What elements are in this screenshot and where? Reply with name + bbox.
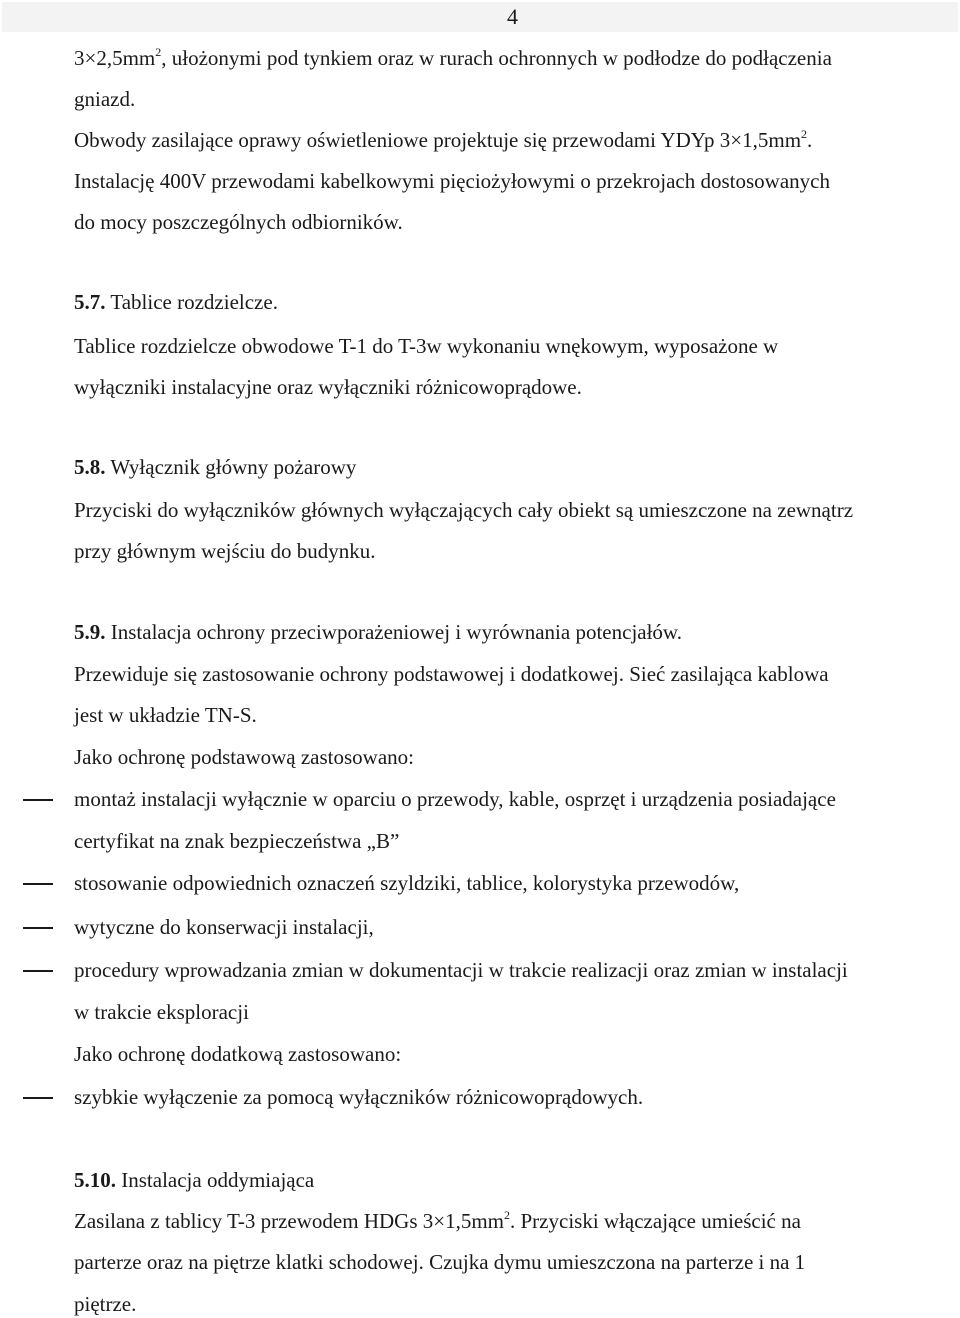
paragraph-line: Przyciski do wyłączników głównych wyłączających cały obiekt są umieszczone na zewnątrz: [74, 498, 854, 522]
list-bullet-dash: [23, 927, 53, 929]
paragraph-line: $3\times 2,5mm^2$, ułożonymi pod tynkiem oraz w rurach ochronnych w podłodze do podłączenia: [74, 45, 832, 70]
paragraph-line: Przewiduje się zastosowanie ochrony podstawowej i dodatkowej. Sieć zasilająca kablowa: [74, 662, 829, 686]
paragraph-line: do mocy poszczególnych odbiorników.: [74, 210, 403, 234]
page-header: [2, 2, 958, 32]
list-bullet-dash: [23, 1097, 53, 1099]
list-item-line: stosowanie odpowiednich oznaczeń szyldziki, tablice, kolorystyka przewodów,: [74, 871, 740, 895]
list-bullet-dash: [23, 970, 53, 972]
section-heading: 5.8. Wyłącznik główny pożarowy: [74, 455, 357, 479]
list-item-line: szybkie wyłączenie za pomocą wyłączników różnicowoprądowych.: [74, 1085, 644, 1109]
list-item-line: procedury wprowadzania zmian w dokumentacji w trakcie realizacji oraz zmian w instalacji: [74, 958, 848, 982]
paragraph-line: Tablice rozdzielcze obwodowe T-1 do T-3w wykonaniu wnękowym, wyposażone w: [74, 334, 779, 358]
paragraph-line: Zasilana z tablicy T-3 przewodem HDGs $3\times 1,5mm^2$. Przyciski włączające umieścić na: [74, 1208, 801, 1233]
paragraph-line: Jako ochronę dodatkową zastosowano:: [74, 1042, 402, 1066]
paragraph-line: Jako ochronę podstawową zastosowano:: [74, 745, 414, 769]
paragraph-line: Obwody zasilające oprawy oświetleniowe projektuje się przewodami YDYp $3\times 1,5mm^2$.: [74, 127, 813, 152]
paragraph-line: jest w układzie TN-S.: [74, 703, 257, 727]
list-bullet-dash: [23, 883, 53, 885]
list-bullet-dash: [23, 799, 53, 801]
list-item-line: montaż instalacji wyłącznie w oparciu o przewody, kable, osprzęt i urządzenia posiadające: [74, 787, 836, 811]
list-item-line: certyfikat na znak bezpieczeństwa „B”: [74, 829, 400, 853]
section-heading: 5.7. Tablice rozdzielcze.: [74, 290, 278, 314]
paragraph-line: gniazd.: [74, 87, 136, 111]
list-item-line: wytyczne do konserwacji instalacji,: [74, 915, 374, 939]
paragraph-line: Instalację 400V przewodami kabelkowymi pięciożyłowymi o przekrojach dostosowanych: [74, 169, 830, 193]
paragraph-line: wyłączniki instalacyjne oraz wyłączniki różnicowoprądowe.: [74, 375, 582, 399]
section-heading: 5.10. Instalacja oddymiająca: [74, 1168, 315, 1192]
paragraph-line: piętrze.: [74, 1292, 137, 1316]
paragraph-line: parterze oraz na piętrze klatki schodowej. Czujka dymu umieszczona na parterze i na 1: [74, 1250, 806, 1274]
section-heading: 5.9. Instalacja ochrony przeciwporażeniowej i wyrównania potencjałów.: [74, 620, 682, 644]
list-item-line: w trakcie eksploracji: [74, 1000, 249, 1024]
page-number: 4: [507, 4, 518, 29]
paragraph-line: przy głównym wejściu do budynku.: [74, 539, 376, 563]
